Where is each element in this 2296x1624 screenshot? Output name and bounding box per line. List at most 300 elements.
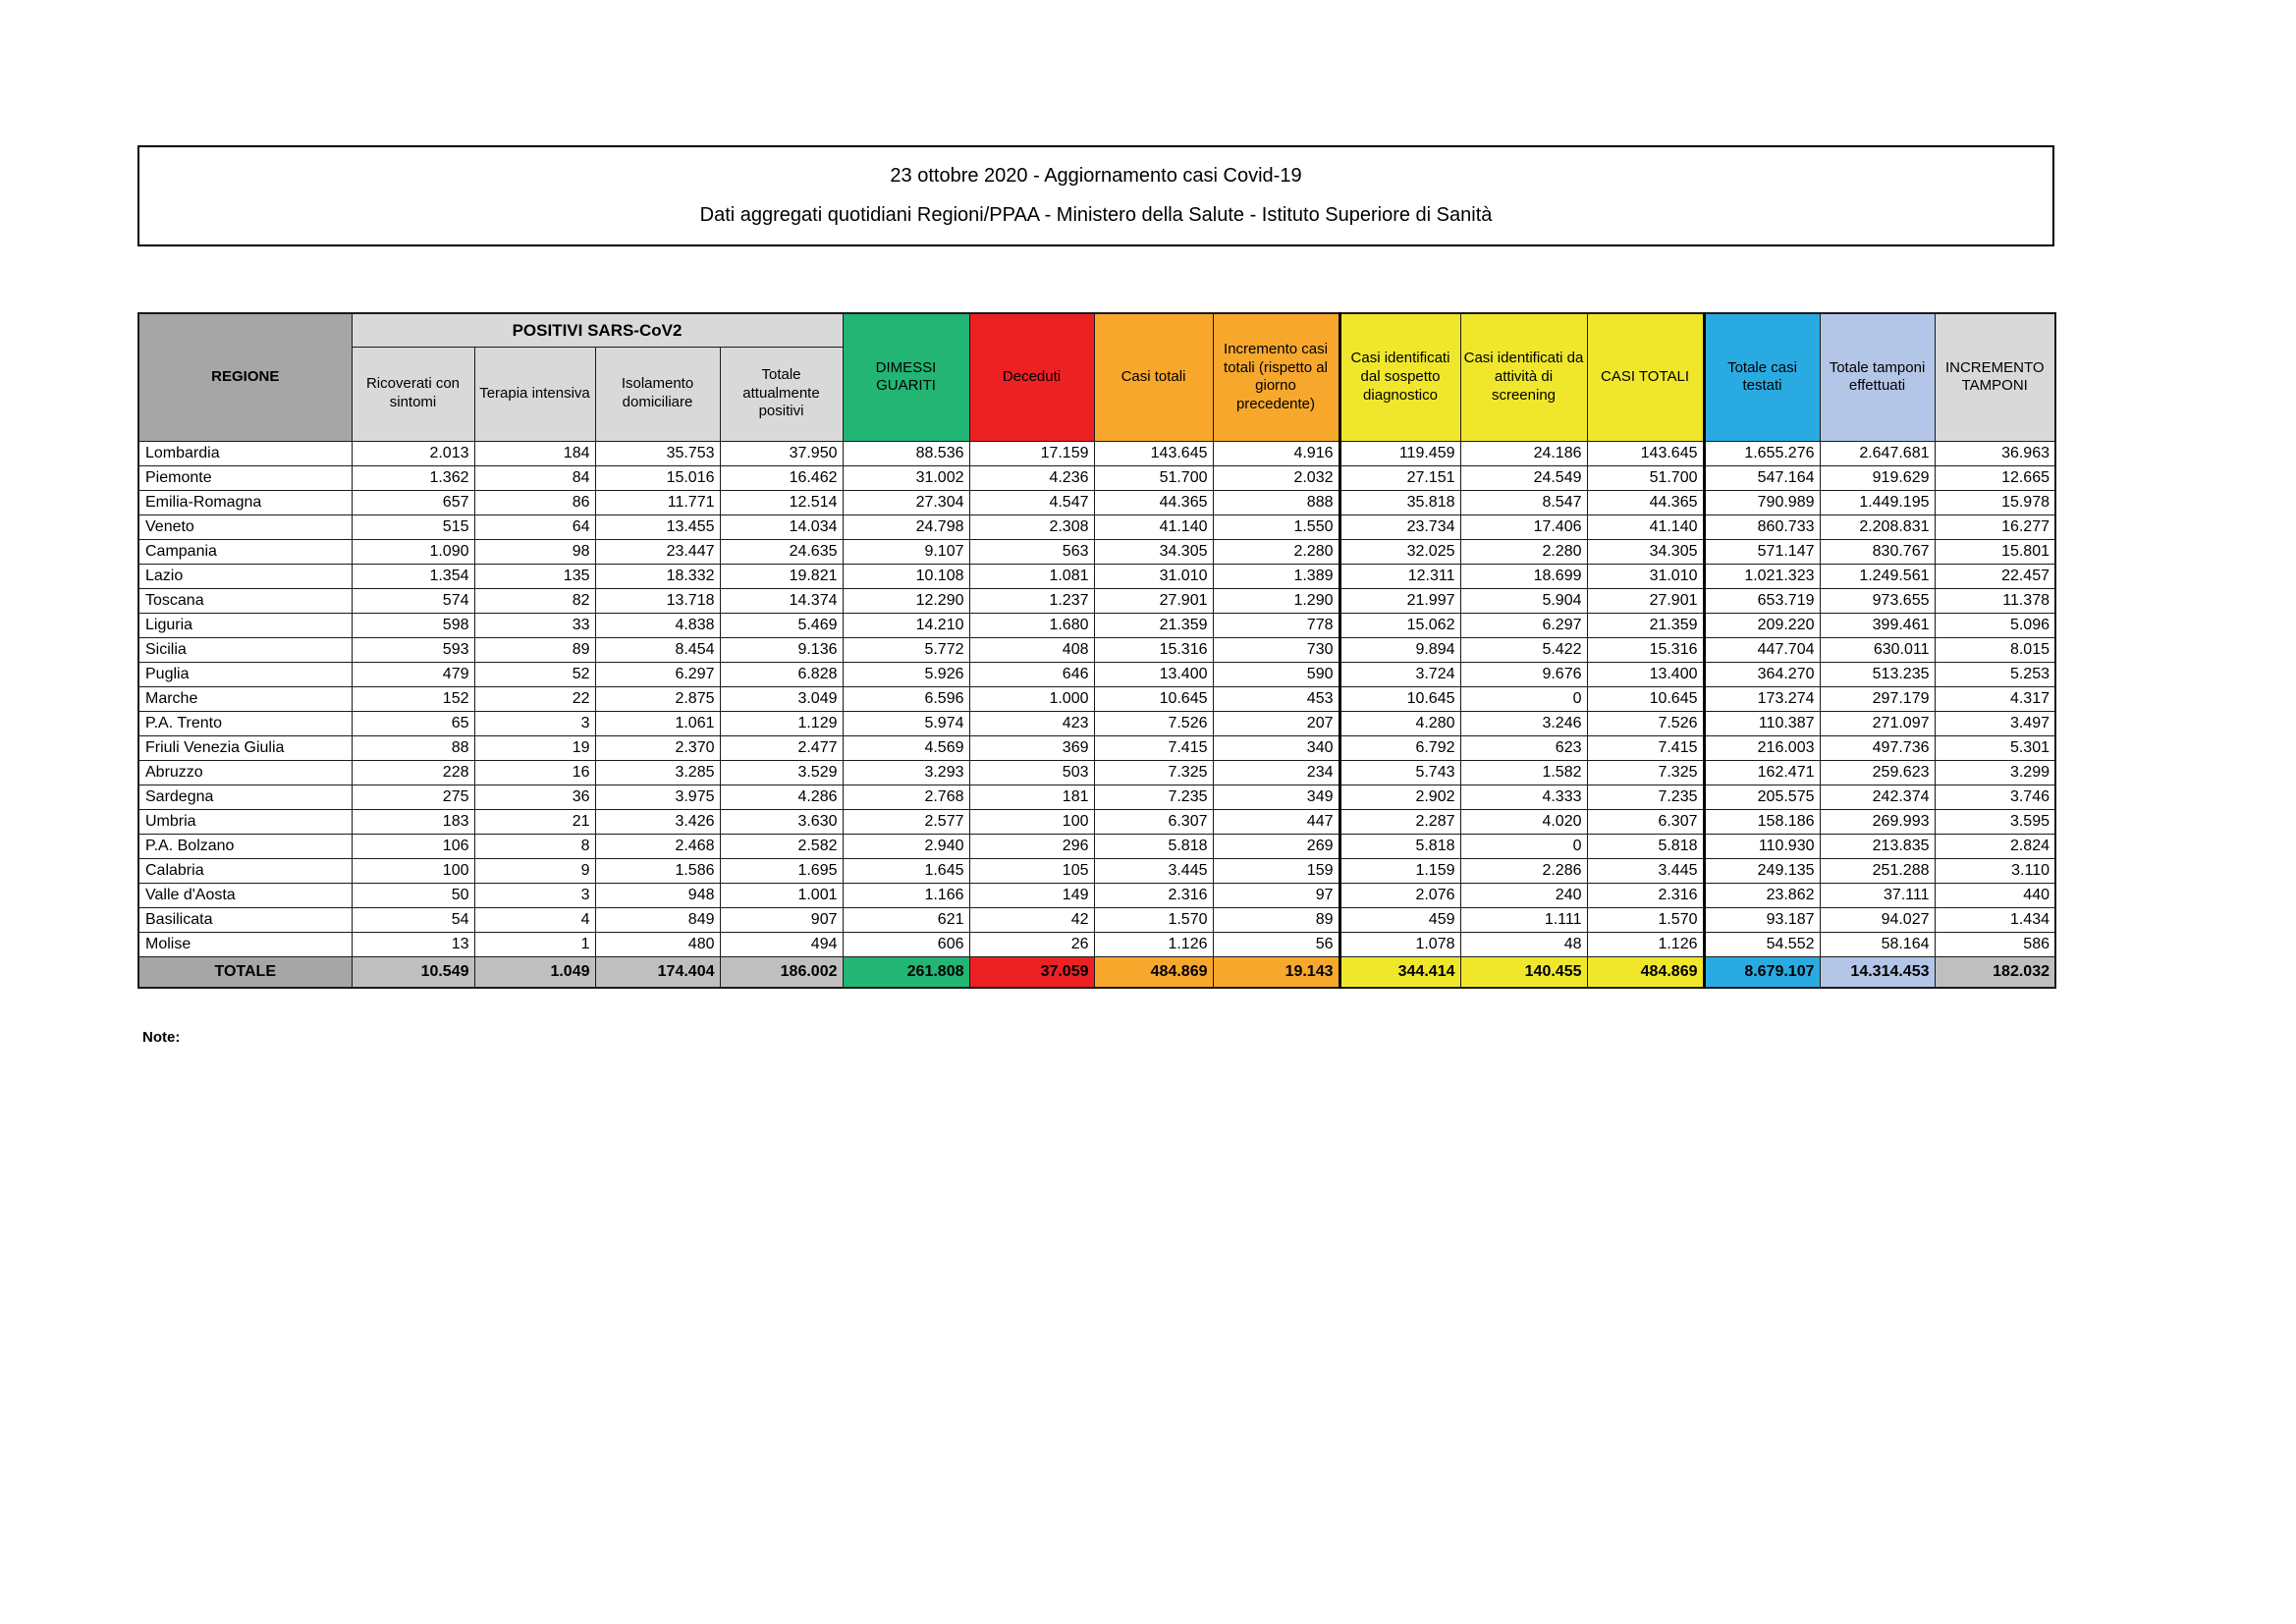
value-cell: 1.001 (720, 883, 843, 907)
value-cell: 93.187 (1704, 907, 1820, 932)
value-cell: 4.286 (720, 785, 843, 809)
value-cell: 349 (1213, 785, 1339, 809)
col-header: Casi identificati da attività di screening (1460, 313, 1587, 441)
value-cell: 1.126 (1094, 932, 1213, 956)
value-cell: 86 (474, 490, 595, 514)
col-header: Totale tamponi effettuati (1820, 313, 1935, 441)
value-cell: 143.645 (1094, 441, 1213, 465)
total-value-cell: 8.679.107 (1704, 956, 1820, 988)
value-cell: 24.635 (720, 539, 843, 564)
value-cell: 849 (595, 907, 720, 932)
value-cell: 2.280 (1460, 539, 1587, 564)
value-cell: 2.280 (1213, 539, 1339, 564)
value-cell: 228 (352, 760, 474, 785)
region-cell: Veneto (138, 514, 352, 539)
region-cell: Calabria (138, 858, 352, 883)
value-cell: 0 (1460, 686, 1587, 711)
region-cell: Friuli Venezia Giulia (138, 735, 352, 760)
value-cell: 13.400 (1587, 662, 1704, 686)
value-cell: 1.655.276 (1704, 441, 1820, 465)
value-cell: 1.061 (595, 711, 720, 735)
value-cell: 21.997 (1339, 588, 1460, 613)
value-cell: 32.025 (1339, 539, 1460, 564)
region-cell: Piemonte (138, 465, 352, 490)
value-cell: 14.374 (720, 588, 843, 613)
value-cell: 907 (720, 907, 843, 932)
value-cell: 296 (969, 834, 1094, 858)
value-cell: 2.370 (595, 735, 720, 760)
value-cell: 1.695 (720, 858, 843, 883)
value-cell: 37.950 (720, 441, 843, 465)
value-cell: 340 (1213, 735, 1339, 760)
value-cell: 1.362 (352, 465, 474, 490)
value-cell: 7.325 (1094, 760, 1213, 785)
value-cell: 4.333 (1460, 785, 1587, 809)
value-cell: 100 (352, 858, 474, 883)
value-cell: 51.700 (1587, 465, 1704, 490)
value-cell: 574 (352, 588, 474, 613)
value-cell: 6.307 (1094, 809, 1213, 834)
value-cell: 6.297 (1460, 613, 1587, 637)
value-cell: 5.772 (843, 637, 969, 662)
value-cell: 3.497 (1935, 711, 2055, 735)
region-cell: Molise (138, 932, 352, 956)
value-cell: 3.975 (595, 785, 720, 809)
region-cell: Emilia-Romagna (138, 490, 352, 514)
value-cell: 34.305 (1587, 539, 1704, 564)
value-cell: 183 (352, 809, 474, 834)
region-cell: P.A. Trento (138, 711, 352, 735)
value-cell: 0 (1460, 834, 1587, 858)
value-cell: 10.645 (1587, 686, 1704, 711)
value-cell: 42 (969, 907, 1094, 932)
note-label: Note: (142, 1029, 181, 1046)
value-cell: 1.237 (969, 588, 1094, 613)
table-row (138, 932, 2055, 956)
region-cell: Abruzzo (138, 760, 352, 785)
value-cell: 88 (352, 735, 474, 760)
value-cell: 31.010 (1094, 564, 1213, 588)
table-row (138, 613, 2055, 637)
value-cell: 89 (1213, 907, 1339, 932)
value-cell: 14.210 (843, 613, 969, 637)
value-cell: 2.076 (1339, 883, 1460, 907)
value-cell: 1.126 (1587, 932, 1704, 956)
value-cell: 1.129 (720, 711, 843, 735)
value-cell: 13.718 (595, 588, 720, 613)
value-cell: 3.110 (1935, 858, 2055, 883)
value-cell: 297.179 (1820, 686, 1935, 711)
value-cell: 259.623 (1820, 760, 1935, 785)
value-cell: 479 (352, 662, 474, 686)
value-cell: 50 (352, 883, 474, 907)
value-cell: 2.316 (1587, 883, 1704, 907)
value-cell: 31.010 (1587, 564, 1704, 588)
col-header: INCREMENTO TAMPONI (1935, 313, 2055, 441)
value-cell: 3.426 (595, 809, 720, 834)
total-value-cell: 182.032 (1935, 956, 2055, 988)
value-cell: 2.824 (1935, 834, 2055, 858)
value-cell: 26 (969, 932, 1094, 956)
value-cell: 51.700 (1094, 465, 1213, 490)
value-cell: 27.304 (843, 490, 969, 514)
value-cell: 89 (474, 637, 595, 662)
value-cell: 98 (474, 539, 595, 564)
value-cell: 1.090 (352, 539, 474, 564)
value-cell: 5.904 (1460, 588, 1587, 613)
value-cell: 184 (474, 441, 595, 465)
total-value-cell: 37.059 (969, 956, 1094, 988)
value-cell: 7.235 (1587, 785, 1704, 809)
value-cell: 2.013 (352, 441, 474, 465)
value-cell: 606 (843, 932, 969, 956)
value-cell: 8.547 (1460, 490, 1587, 514)
value-cell: 16.277 (1935, 514, 2055, 539)
value-cell: 497.736 (1820, 735, 1935, 760)
value-cell: 9 (474, 858, 595, 883)
value-cell: 15.062 (1339, 613, 1460, 637)
value-cell: 2.208.831 (1820, 514, 1935, 539)
value-cell: 480 (595, 932, 720, 956)
value-cell: 207 (1213, 711, 1339, 735)
value-cell: 5.422 (1460, 637, 1587, 662)
value-cell: 4.838 (595, 613, 720, 637)
value-cell: 1 (474, 932, 595, 956)
region-cell: Lazio (138, 564, 352, 588)
total-label-cell: TOTALE (138, 956, 352, 988)
value-cell: 12.290 (843, 588, 969, 613)
value-cell: 14.034 (720, 514, 843, 539)
value-cell: 33 (474, 613, 595, 637)
value-cell: 13.455 (595, 514, 720, 539)
value-cell: 623 (1460, 735, 1587, 760)
total-value-cell: 1.049 (474, 956, 595, 988)
value-cell: 8.015 (1935, 637, 2055, 662)
value-cell: 2.577 (843, 809, 969, 834)
value-cell: 1.645 (843, 858, 969, 883)
value-cell: 15.016 (595, 465, 720, 490)
col-header: Totale casi testati (1704, 313, 1820, 441)
value-cell: 27.901 (1587, 588, 1704, 613)
table-row (138, 785, 2055, 809)
value-cell: 5.818 (1339, 834, 1460, 858)
value-cell: 3.445 (1587, 858, 1704, 883)
col-header: Ricoverati con sintomi (352, 347, 474, 441)
value-cell: 8 (474, 834, 595, 858)
value-cell: 58.164 (1820, 932, 1935, 956)
value-cell: 19 (474, 735, 595, 760)
value-cell: 48 (1460, 932, 1587, 956)
value-cell: 423 (969, 711, 1094, 735)
region-cell: Valle d'Aosta (138, 883, 352, 907)
value-cell: 100 (969, 809, 1094, 834)
value-cell: 18.332 (595, 564, 720, 588)
value-cell: 36 (474, 785, 595, 809)
covid-data-table (137, 312, 2056, 989)
total-value-cell: 186.002 (720, 956, 843, 988)
value-cell: 27.151 (1339, 465, 1460, 490)
table-row (138, 711, 2055, 735)
value-cell: 21.359 (1094, 613, 1213, 637)
total-value-cell: 19.143 (1213, 956, 1339, 988)
value-cell: 6.596 (843, 686, 969, 711)
col-header: DIMESSI GUARITI (843, 313, 969, 441)
value-cell: 547.164 (1704, 465, 1820, 490)
value-cell: 240 (1460, 883, 1587, 907)
col-header: CASI TOTALI (1587, 313, 1704, 441)
value-cell: 106 (352, 834, 474, 858)
col-header: Terapia intensiva (474, 347, 595, 441)
value-cell: 2.902 (1339, 785, 1460, 809)
value-cell: 11.378 (1935, 588, 2055, 613)
value-cell: 7.526 (1094, 711, 1213, 735)
value-cell: 3 (474, 711, 595, 735)
value-cell: 173.274 (1704, 686, 1820, 711)
region-cell: Basilicata (138, 907, 352, 932)
value-cell: 143.645 (1587, 441, 1704, 465)
value-cell: 1.166 (843, 883, 969, 907)
value-cell: 5.926 (843, 662, 969, 686)
value-cell: 27.901 (1094, 588, 1213, 613)
value-cell: 7.325 (1587, 760, 1704, 785)
value-cell: 110.930 (1704, 834, 1820, 858)
value-cell: 94.027 (1820, 907, 1935, 932)
value-cell: 54.552 (1704, 932, 1820, 956)
value-cell: 4.916 (1213, 441, 1339, 465)
table-row (138, 809, 2055, 834)
value-cell: 3.049 (720, 686, 843, 711)
value-cell: 12.514 (720, 490, 843, 514)
value-cell: 3.595 (1935, 809, 2055, 834)
table-row (138, 564, 2055, 588)
value-cell: 503 (969, 760, 1094, 785)
table-row (138, 907, 2055, 932)
value-cell: 10.645 (1339, 686, 1460, 711)
value-cell: 7.415 (1094, 735, 1213, 760)
value-cell: 563 (969, 539, 1094, 564)
region-cell: Campania (138, 539, 352, 564)
value-cell: 24.798 (843, 514, 969, 539)
value-cell: 22.457 (1935, 564, 2055, 588)
value-cell: 249.135 (1704, 858, 1820, 883)
value-cell: 159 (1213, 858, 1339, 883)
value-cell: 31.002 (843, 465, 969, 490)
value-cell: 3.293 (843, 760, 969, 785)
value-cell: 12.311 (1339, 564, 1460, 588)
value-cell: 3.529 (720, 760, 843, 785)
value-cell: 269 (1213, 834, 1339, 858)
value-cell: 15.978 (1935, 490, 2055, 514)
table-row (138, 883, 2055, 907)
total-value-cell: 484.869 (1587, 956, 1704, 988)
value-cell: 213.835 (1820, 834, 1935, 858)
table-row (138, 588, 2055, 613)
value-cell: 1.582 (1460, 760, 1587, 785)
region-cell: Liguria (138, 613, 352, 637)
table-row (138, 465, 2055, 490)
value-cell: 209.220 (1704, 613, 1820, 637)
region-cell: Sicilia (138, 637, 352, 662)
value-cell: 15.316 (1094, 637, 1213, 662)
value-cell: 1.021.323 (1704, 564, 1820, 588)
title-box (137, 145, 2054, 246)
col-header: Totale attualmente positivi (720, 347, 843, 441)
value-cell: 1.000 (969, 686, 1094, 711)
value-cell: 919.629 (1820, 465, 1935, 490)
value-cell: 3.246 (1460, 711, 1587, 735)
value-cell: 12.665 (1935, 465, 2055, 490)
value-cell: 37.111 (1820, 883, 1935, 907)
report-subtitle: Dati aggregati quotidiani Regioni/PPAA - Ministero della Salute - Istituto Superiore di Sanità (699, 204, 1493, 227)
region-cell: P.A. Bolzano (138, 834, 352, 858)
value-cell: 6.828 (720, 662, 843, 686)
value-cell: 2.477 (720, 735, 843, 760)
value-cell: 242.374 (1820, 785, 1935, 809)
table-row (138, 441, 2055, 465)
value-cell: 598 (352, 613, 474, 637)
value-cell: 646 (969, 662, 1094, 686)
value-cell: 1.111 (1460, 907, 1587, 932)
value-cell: 1.550 (1213, 514, 1339, 539)
value-cell: 1.290 (1213, 588, 1339, 613)
value-cell: 9.107 (843, 539, 969, 564)
region-cell: Puglia (138, 662, 352, 686)
value-cell: 5.818 (1587, 834, 1704, 858)
value-cell: 23.734 (1339, 514, 1460, 539)
col-header-regione: REGIONE (138, 313, 352, 441)
value-cell: 6.297 (595, 662, 720, 686)
col-header-positivi-group: POSITIVI SARS-CoV2 (352, 313, 843, 347)
value-cell: 9.894 (1339, 637, 1460, 662)
table-row (138, 760, 2055, 785)
table-row (138, 686, 2055, 711)
value-cell: 82 (474, 588, 595, 613)
value-cell: 408 (969, 637, 1094, 662)
value-cell: 7.415 (1587, 735, 1704, 760)
value-cell: 5.743 (1339, 760, 1460, 785)
value-cell: 2.287 (1339, 809, 1460, 834)
table-row (138, 735, 2055, 760)
table-row (138, 662, 2055, 686)
value-cell: 54 (352, 907, 474, 932)
col-header: Incremento casi totali (rispetto al giorno precedente) (1213, 313, 1339, 441)
value-cell: 23.447 (595, 539, 720, 564)
value-cell: 4.236 (969, 465, 1094, 490)
value-cell: 152 (352, 686, 474, 711)
value-cell: 271.097 (1820, 711, 1935, 735)
value-cell: 110.387 (1704, 711, 1820, 735)
value-cell: 97 (1213, 883, 1339, 907)
total-value-cell: 140.455 (1460, 956, 1587, 988)
value-cell: 447.704 (1704, 637, 1820, 662)
value-cell: 24.549 (1460, 465, 1587, 490)
total-value-cell: 261.808 (843, 956, 969, 988)
value-cell: 17.159 (969, 441, 1094, 465)
value-cell: 1.449.195 (1820, 490, 1935, 514)
value-cell: 162.471 (1704, 760, 1820, 785)
value-cell: 459 (1339, 907, 1460, 932)
value-cell: 10.645 (1094, 686, 1213, 711)
value-cell: 13 (352, 932, 474, 956)
value-cell: 269.993 (1820, 809, 1935, 834)
value-cell: 4.317 (1935, 686, 2055, 711)
value-cell: 1.570 (1587, 907, 1704, 932)
region-cell: Umbria (138, 809, 352, 834)
value-cell: 621 (843, 907, 969, 932)
value-cell: 18.699 (1460, 564, 1587, 588)
total-value-cell: 14.314.453 (1820, 956, 1935, 988)
total-value-cell: 344.414 (1339, 956, 1460, 988)
table-row (138, 834, 2055, 858)
value-cell: 590 (1213, 662, 1339, 686)
value-cell: 56 (1213, 932, 1339, 956)
value-cell: 2.468 (595, 834, 720, 858)
value-cell: 5.974 (843, 711, 969, 735)
value-cell: 399.461 (1820, 613, 1935, 637)
value-cell: 2.875 (595, 686, 720, 711)
value-cell: 888 (1213, 490, 1339, 514)
value-cell: 13.400 (1094, 662, 1213, 686)
value-cell: 2.940 (843, 834, 969, 858)
value-cell: 571.147 (1704, 539, 1820, 564)
value-cell: 19.821 (720, 564, 843, 588)
value-cell: 513.235 (1820, 662, 1935, 686)
value-cell: 3.285 (595, 760, 720, 785)
total-value-cell: 484.869 (1094, 956, 1213, 988)
value-cell: 181 (969, 785, 1094, 809)
region-cell: Sardegna (138, 785, 352, 809)
value-cell: 41.140 (1587, 514, 1704, 539)
value-cell: 3.746 (1935, 785, 2055, 809)
value-cell: 5.301 (1935, 735, 2055, 760)
table-row (138, 490, 2055, 514)
value-cell: 3.445 (1094, 858, 1213, 883)
value-cell: 16.462 (720, 465, 843, 490)
table-row (138, 514, 2055, 539)
report-title: 23 ottobre 2020 - Aggiornamento casi Covid-19 (890, 164, 1302, 187)
value-cell: 105 (969, 858, 1094, 883)
value-cell: 205.575 (1704, 785, 1820, 809)
value-cell: 440 (1935, 883, 2055, 907)
value-cell: 21.359 (1587, 613, 1704, 637)
value-cell: 35.753 (595, 441, 720, 465)
value-cell: 4.020 (1460, 809, 1587, 834)
table-row (138, 637, 2055, 662)
value-cell: 41.140 (1094, 514, 1213, 539)
value-cell: 4.547 (969, 490, 1094, 514)
region-cell: Marche (138, 686, 352, 711)
value-cell: 2.316 (1094, 883, 1213, 907)
value-cell: 1.081 (969, 564, 1094, 588)
value-cell: 251.288 (1820, 858, 1935, 883)
value-cell: 234 (1213, 760, 1339, 785)
value-cell: 5.096 (1935, 613, 2055, 637)
value-cell: 9.136 (720, 637, 843, 662)
value-cell: 24.186 (1460, 441, 1587, 465)
covid-table-container (137, 312, 2056, 989)
value-cell: 21 (474, 809, 595, 834)
value-cell: 515 (352, 514, 474, 539)
region-cell: Toscana (138, 588, 352, 613)
value-cell: 2.032 (1213, 465, 1339, 490)
value-cell: 1.389 (1213, 564, 1339, 588)
value-cell: 11.771 (595, 490, 720, 514)
value-cell: 16 (474, 760, 595, 785)
value-cell: 23.862 (1704, 883, 1820, 907)
value-cell: 2.308 (969, 514, 1094, 539)
value-cell: 3.724 (1339, 662, 1460, 686)
value-cell: 8.454 (595, 637, 720, 662)
